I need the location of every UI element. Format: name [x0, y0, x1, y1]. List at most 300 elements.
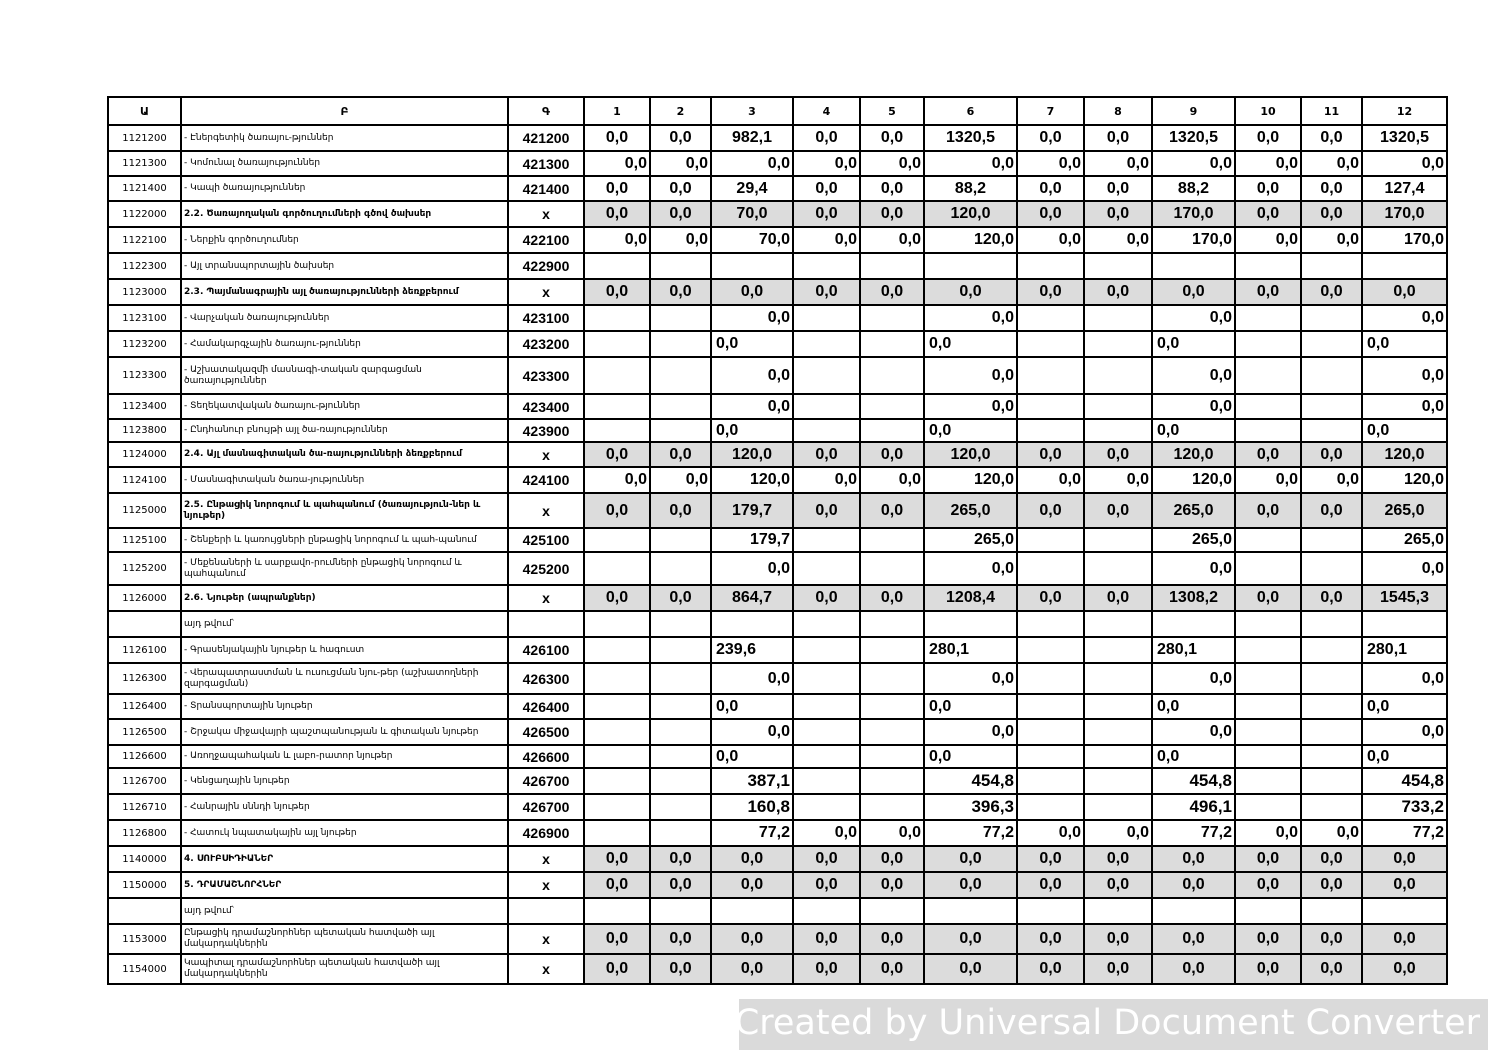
value-cell: 0,0	[584, 442, 650, 467]
value-cell: 0,0	[711, 694, 793, 719]
table-row	[108, 125, 1447, 151]
value-cell: 0,0	[1017, 125, 1084, 151]
value-cell: 0,0	[584, 585, 650, 611]
value-cell: 0,0	[650, 125, 711, 151]
row-code: 1126300	[108, 663, 181, 694]
value-cell	[1017, 898, 1084, 924]
value-cell: 0,0	[584, 493, 650, 528]
value-cell: 0,0	[711, 745, 793, 768]
value-cell	[1362, 253, 1447, 279]
value-cell	[1235, 305, 1301, 331]
value-cell: 29,4	[711, 176, 793, 201]
value-cell: 0,0	[860, 279, 924, 305]
value-cell: 0,0	[584, 201, 650, 227]
value-cell: 0,0	[1235, 176, 1301, 201]
value-cell: 0,0	[650, 176, 711, 201]
value-cell: 0,0	[793, 201, 860, 227]
row-name: - Էներգետիկ ծառայու-թյուններ	[181, 125, 508, 151]
row-name: - Կոմունալ ծառայություններ	[181, 151, 508, 176]
value-cell: 0,0	[650, 201, 711, 227]
value-cell	[924, 898, 1017, 924]
value-cell: 280,1	[1152, 637, 1235, 663]
table-row	[108, 745, 1447, 768]
row-name: - Գրասենյակային նյութեր և հագուստ	[181, 637, 508, 663]
value-cell: 0,0	[1152, 663, 1235, 694]
value-cell: 1320,5	[924, 125, 1017, 151]
value-cell: 0,0	[711, 305, 793, 331]
economic-code: 423300	[508, 357, 584, 394]
value-cell	[1017, 528, 1084, 552]
value-cell: 0,0	[1017, 279, 1084, 305]
row-code: 1122300	[108, 253, 181, 279]
value-cell	[1235, 663, 1301, 694]
value-cell: 0,0	[1235, 493, 1301, 528]
value-cell	[1017, 611, 1084, 637]
value-cell: 0,0	[860, 585, 924, 611]
value-cell: 0,0	[1017, 151, 1084, 176]
value-cell: 0,0	[1017, 585, 1084, 611]
row-code: 1122100	[108, 227, 181, 253]
value-cell	[793, 331, 860, 357]
value-cell: 0,0	[1084, 201, 1152, 227]
value-cell: 0,0	[1301, 820, 1362, 846]
value-cell	[793, 552, 860, 585]
value-cell: 0,0	[860, 846, 924, 872]
value-cell: 120,0	[711, 467, 793, 493]
value-cell: 0,0	[1362, 745, 1447, 768]
economic-code: 426100	[508, 637, 584, 663]
value-cell: 0,0	[924, 872, 1017, 898]
value-cell	[1084, 305, 1152, 331]
value-cell: 0,0	[711, 394, 793, 419]
value-cell	[860, 528, 924, 552]
value-cell: 88,2	[924, 176, 1017, 201]
value-cell	[1017, 394, 1084, 419]
value-cell: 0,0	[1084, 442, 1152, 467]
value-cell	[1301, 611, 1362, 637]
row-name: - Մասնագիտական ծառա-յություններ	[181, 467, 508, 493]
value-cell	[793, 253, 860, 279]
table-row	[108, 227, 1447, 253]
row-name: - Տրանսպորտային նյութեր	[181, 694, 508, 719]
value-cell: 0,0	[924, 694, 1017, 719]
economic-code: 422100	[508, 227, 584, 253]
table-row	[108, 768, 1447, 794]
value-cell	[1017, 637, 1084, 663]
value-cell: 0,0	[924, 954, 1017, 984]
value-cell: 77,2	[711, 820, 793, 846]
value-cell	[584, 357, 650, 394]
value-cell	[793, 719, 860, 745]
value-cell	[650, 820, 711, 846]
value-cell: 0,0	[1235, 201, 1301, 227]
row-code: 1123400	[108, 394, 181, 419]
value-cell: 387,1	[711, 768, 793, 794]
value-cell: 0,0	[650, 924, 711, 954]
value-cell	[793, 528, 860, 552]
value-cell: 120,0	[1152, 467, 1235, 493]
value-cell: 120,0	[711, 442, 793, 467]
economic-code: 426300	[508, 663, 584, 694]
value-cell: 0,0	[860, 176, 924, 201]
header-cell: 11	[1301, 97, 1362, 125]
watermark-text: Created by Universal Document Converter	[734, 1003, 1480, 1043]
value-cell: 0,0	[860, 872, 924, 898]
value-cell: 0,0	[793, 493, 860, 528]
value-cell	[584, 820, 650, 846]
value-cell: 0,0	[1235, 846, 1301, 872]
value-cell	[1017, 663, 1084, 694]
value-cell: 0,0	[1017, 846, 1084, 872]
value-cell: 0,0	[793, 279, 860, 305]
value-cell: 0,0	[1084, 227, 1152, 253]
value-cell: 0,0	[1084, 954, 1152, 984]
value-cell: 170,0	[1362, 227, 1447, 253]
value-cell: 0,0	[1362, 394, 1447, 419]
value-cell	[1017, 794, 1084, 820]
value-cell: 0,0	[1017, 227, 1084, 253]
value-cell	[1017, 357, 1084, 394]
value-cell: 0,0	[793, 176, 860, 201]
value-cell	[1301, 745, 1362, 768]
value-cell: 0,0	[1084, 493, 1152, 528]
value-cell: 0,0	[1362, 719, 1447, 745]
value-cell	[1084, 552, 1152, 585]
value-cell	[1152, 898, 1235, 924]
value-cell: 0,0	[650, 467, 711, 493]
value-cell: 0,0	[711, 954, 793, 984]
value-cell: 0,0	[1235, 872, 1301, 898]
value-cell	[860, 305, 924, 331]
value-cell	[793, 794, 860, 820]
value-cell	[860, 394, 924, 419]
value-cell: 1320,5	[1362, 125, 1447, 151]
value-cell: 0,0	[1362, 872, 1447, 898]
value-cell: 120,0	[1362, 442, 1447, 467]
row-code: 1121400	[108, 176, 181, 201]
value-cell: 0,0	[584, 227, 650, 253]
header-cell: Ա	[108, 97, 181, 125]
row-code: 1123000	[108, 279, 181, 305]
value-cell	[711, 253, 793, 279]
watermark	[734, 999, 1488, 1050]
value-cell	[793, 611, 860, 637]
row-name: - Այլ տրանսպորտային ծախսեր	[181, 253, 508, 279]
row-code: 1121300	[108, 151, 181, 176]
economic-code: 426400	[508, 694, 584, 719]
value-cell: 0,0	[1235, 954, 1301, 984]
value-cell: 0,0	[860, 227, 924, 253]
value-cell: 127,4	[1362, 176, 1447, 201]
row-code: 1153000	[108, 924, 181, 954]
value-cell	[860, 694, 924, 719]
value-cell: 120,0	[924, 442, 1017, 467]
value-cell: 0,0	[1017, 493, 1084, 528]
value-cell: 0,0	[1362, 694, 1447, 719]
value-cell: 0,0	[793, 872, 860, 898]
value-cell: 120,0	[1152, 442, 1235, 467]
value-cell: 0,0	[1152, 694, 1235, 719]
value-cell: 0,0	[1084, 924, 1152, 954]
header-cell: 12	[1362, 97, 1447, 125]
value-cell	[584, 768, 650, 794]
economic-code: 421300	[508, 151, 584, 176]
value-cell	[1301, 768, 1362, 794]
value-cell	[793, 394, 860, 419]
value-cell	[1084, 637, 1152, 663]
table-row	[108, 528, 1447, 552]
value-cell	[1235, 768, 1301, 794]
value-cell	[711, 898, 793, 924]
value-cell: 0,0	[1084, 846, 1152, 872]
value-cell: 0,0	[650, 227, 711, 253]
value-cell: 0,0	[1152, 872, 1235, 898]
value-cell: 0,0	[1301, 924, 1362, 954]
table-row	[108, 493, 1447, 528]
value-cell	[650, 719, 711, 745]
value-cell: 0,0	[584, 924, 650, 954]
value-cell: 0,0	[1362, 305, 1447, 331]
value-cell: 0,0	[1362, 357, 1447, 394]
economic-code: x	[508, 442, 584, 467]
value-cell: 265,0	[1152, 528, 1235, 552]
economic-code: x	[508, 872, 584, 898]
value-cell: 239,6	[711, 637, 793, 663]
value-cell: 0,0	[924, 663, 1017, 694]
value-cell	[1235, 694, 1301, 719]
row-name: - Ներքին գործուղումներ	[181, 227, 508, 253]
value-cell	[1017, 305, 1084, 331]
value-cell: 280,1	[1362, 637, 1447, 663]
value-cell	[860, 419, 924, 442]
value-cell: 179,7	[711, 493, 793, 528]
value-cell	[650, 357, 711, 394]
value-cell: 0,0	[1362, 331, 1447, 357]
value-cell	[584, 637, 650, 663]
row-code: 1150000	[108, 872, 181, 898]
value-cell	[1084, 745, 1152, 768]
value-cell: 0,0	[1301, 872, 1362, 898]
header-cell: Գ	[508, 97, 584, 125]
value-cell: 170,0	[1152, 201, 1235, 227]
value-cell	[860, 898, 924, 924]
table-row	[108, 820, 1447, 846]
economic-code: 426500	[508, 719, 584, 745]
value-cell	[584, 253, 650, 279]
row-name: - Վերապատրաստման և ուսուցման նյու-թեր (աշխատողների զարգացման)	[181, 663, 508, 694]
value-cell	[650, 331, 711, 357]
value-cell	[650, 663, 711, 694]
value-cell: 0,0	[793, 467, 860, 493]
value-cell	[860, 357, 924, 394]
value-cell: 0,0	[584, 279, 650, 305]
value-cell	[1362, 898, 1447, 924]
value-cell	[584, 663, 650, 694]
value-cell: 0,0	[793, 125, 860, 151]
value-cell	[1301, 419, 1362, 442]
table-row	[108, 898, 1447, 924]
value-cell	[1084, 611, 1152, 637]
row-name: - Կենցաղային նյութեր	[181, 768, 508, 794]
value-cell	[860, 552, 924, 585]
value-cell	[1301, 719, 1362, 745]
value-cell: 1545,3	[1362, 585, 1447, 611]
value-cell: 0,0	[924, 305, 1017, 331]
value-cell: 265,0	[1362, 493, 1447, 528]
table-row	[108, 611, 1447, 637]
value-cell	[1017, 768, 1084, 794]
value-cell	[1301, 331, 1362, 357]
row-name: 2.3. Պայմանագրային այլ ծառայությունների ձեռքբերում	[181, 279, 508, 305]
value-cell: 0,0	[924, 719, 1017, 745]
value-cell	[1235, 637, 1301, 663]
value-cell: 0,0	[793, 924, 860, 954]
value-cell	[1084, 694, 1152, 719]
value-cell: 265,0	[924, 493, 1017, 528]
header-row	[108, 97, 1447, 125]
value-cell: 0,0	[1152, 745, 1235, 768]
table-row	[108, 305, 1447, 331]
value-cell: 0,0	[924, 846, 1017, 872]
value-cell: 0,0	[1301, 467, 1362, 493]
row-name: - Մեքենաների և սարքավո-րումների ընթացիկ նորոգում և պահպանում	[181, 552, 508, 585]
header-cell: 1	[584, 97, 650, 125]
value-cell: 0,0	[1152, 846, 1235, 872]
row-code: 1125000	[108, 493, 181, 528]
value-cell: 265,0	[1362, 528, 1447, 552]
value-cell: 0,0	[584, 872, 650, 898]
value-cell	[650, 394, 711, 419]
table-row	[108, 637, 1447, 663]
value-cell	[793, 768, 860, 794]
value-cell: 0,0	[1362, 279, 1447, 305]
row-code	[108, 898, 181, 924]
value-cell	[1084, 898, 1152, 924]
value-cell: 0,0	[1152, 552, 1235, 585]
value-cell: 864,7	[711, 585, 793, 611]
value-cell	[650, 794, 711, 820]
value-cell: 0,0	[650, 954, 711, 984]
row-name: 2.5. Ընթացիկ նորոգում և պահպանում (ծառայություն-ներ և նյութեր)	[181, 493, 508, 528]
value-cell: 0,0	[1084, 151, 1152, 176]
table-row	[108, 176, 1447, 201]
row-code: 1123100	[108, 305, 181, 331]
value-cell	[1017, 419, 1084, 442]
value-cell: 0,0	[924, 331, 1017, 357]
value-cell	[650, 611, 711, 637]
value-cell	[1084, 794, 1152, 820]
value-cell: 170,0	[1152, 227, 1235, 253]
value-cell	[1084, 419, 1152, 442]
value-cell	[1301, 794, 1362, 820]
value-cell	[584, 694, 650, 719]
table-row	[108, 794, 1447, 820]
value-cell	[1301, 898, 1362, 924]
table-row	[108, 419, 1447, 442]
value-cell	[1362, 611, 1447, 637]
row-code: 1126600	[108, 745, 181, 768]
value-cell: 0,0	[793, 151, 860, 176]
row-code: 1126100	[108, 637, 181, 663]
value-cell: 0,0	[1152, 954, 1235, 984]
value-cell: 0,0	[1301, 125, 1362, 151]
economic-code: x	[508, 279, 584, 305]
value-cell: 179,7	[711, 528, 793, 552]
table-row	[108, 924, 1447, 954]
row-code: 1126000	[108, 585, 181, 611]
value-cell	[584, 305, 650, 331]
value-cell: 280,1	[924, 637, 1017, 663]
value-cell: 0,0	[584, 151, 650, 176]
economic-code: 422900	[508, 253, 584, 279]
value-cell: 0,0	[584, 954, 650, 984]
table-row	[108, 954, 1447, 984]
table-row	[108, 279, 1447, 305]
value-cell: 0,0	[860, 820, 924, 846]
economic-code: 425200	[508, 552, 584, 585]
value-cell	[1301, 357, 1362, 394]
value-cell	[1301, 394, 1362, 419]
value-cell: 733,2	[1362, 794, 1447, 820]
value-cell	[650, 898, 711, 924]
value-cell: 0,0	[584, 467, 650, 493]
row-name: - Վարչական ծառայություններ	[181, 305, 508, 331]
value-cell	[1152, 253, 1235, 279]
value-cell: 77,2	[1362, 820, 1447, 846]
value-cell	[860, 663, 924, 694]
table-row	[108, 442, 1447, 467]
row-name: - Կապի ծառայություններ	[181, 176, 508, 201]
value-cell	[584, 528, 650, 552]
value-cell	[1084, 253, 1152, 279]
value-cell: 70,0	[711, 227, 793, 253]
row-code: 1154000	[108, 954, 181, 984]
row-name: - Աշխատակազմի մասնագի-տական զարգացման ծառայություններ	[181, 357, 508, 394]
value-cell: 0,0	[924, 357, 1017, 394]
value-cell: 0,0	[860, 201, 924, 227]
value-cell: 0,0	[1301, 442, 1362, 467]
value-cell: 0,0	[711, 552, 793, 585]
value-cell: 1308,2	[1152, 585, 1235, 611]
value-cell: 0,0	[793, 227, 860, 253]
value-cell: 0,0	[1084, 125, 1152, 151]
value-cell	[1017, 694, 1084, 719]
table-row	[108, 872, 1447, 898]
value-cell: 454,8	[924, 768, 1017, 794]
value-cell	[1084, 768, 1152, 794]
row-code: 1121200	[108, 125, 181, 151]
value-cell: 0,0	[1084, 176, 1152, 201]
value-cell	[860, 745, 924, 768]
value-cell: 0,0	[1301, 846, 1362, 872]
value-cell	[584, 611, 650, 637]
value-cell: 77,2	[924, 820, 1017, 846]
value-cell: 0,0	[1152, 151, 1235, 176]
value-cell: 0,0	[793, 954, 860, 984]
value-cell: 0,0	[1362, 954, 1447, 984]
value-cell: 0,0	[584, 176, 650, 201]
economic-code	[508, 611, 584, 637]
economic-code: 425100	[508, 528, 584, 552]
value-cell: 120,0	[924, 201, 1017, 227]
value-cell	[924, 253, 1017, 279]
row-name: այդ թվում՝	[181, 898, 508, 924]
value-cell: 0,0	[860, 151, 924, 176]
value-cell	[650, 305, 711, 331]
value-cell	[650, 253, 711, 279]
value-cell	[860, 637, 924, 663]
value-cell: 0,0	[711, 872, 793, 898]
